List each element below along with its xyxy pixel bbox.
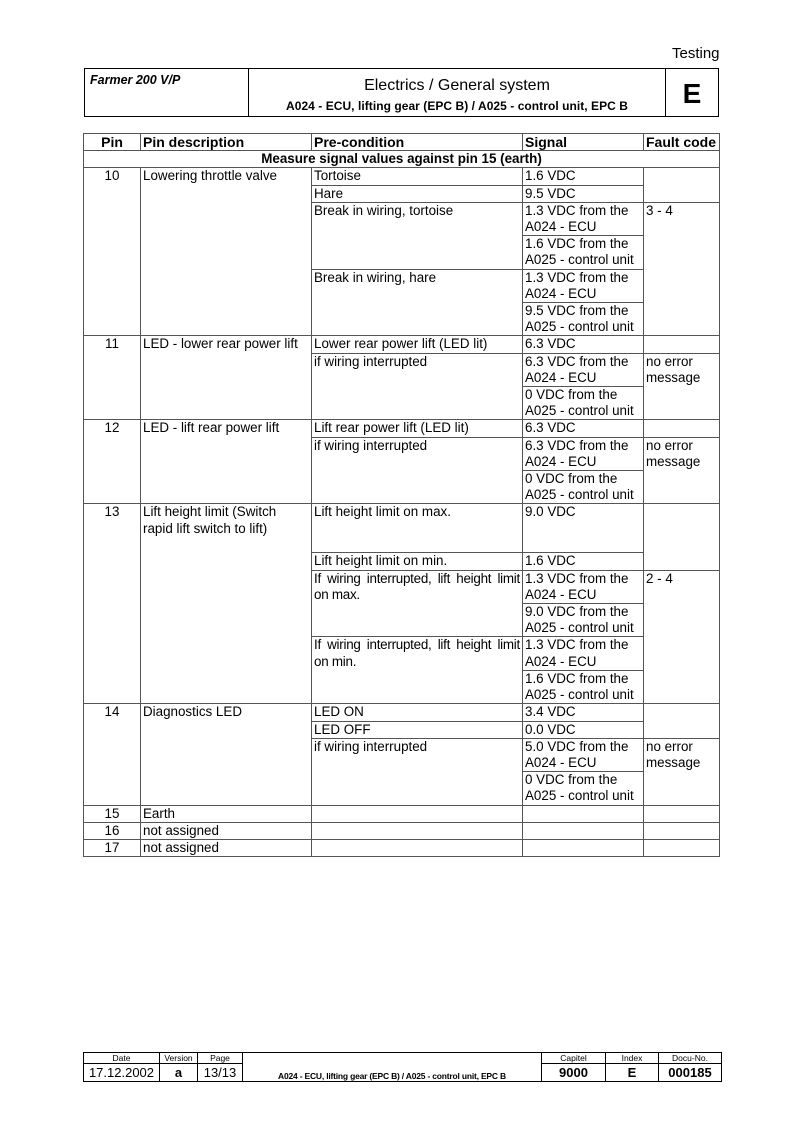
column-header: Signal (523, 134, 644, 151)
pin-number: 11 (84, 336, 141, 420)
pre-condition: if wiring interrupted (312, 738, 523, 805)
fault-code: no error message (644, 437, 720, 504)
signal: 3.4 VDC (523, 704, 644, 721)
table-row (84, 168, 720, 185)
fault-code (644, 805, 720, 822)
pin-description: LED - lift rear power lift (141, 420, 312, 504)
document-footer (83, 1052, 722, 1082)
pre-condition (312, 839, 523, 856)
footer-label-row (84, 1053, 722, 1064)
signal: 1.6 VDC (523, 553, 644, 570)
pin-number: 16 (84, 822, 141, 839)
pin-description: not assigned (141, 822, 312, 839)
footer-capitel: 9000 (542, 1064, 606, 1082)
signal: 0.0 VDC (523, 721, 644, 738)
fault-code: 3 - 4 (644, 202, 720, 336)
table-row (84, 805, 720, 822)
section-letter: E (665, 69, 718, 116)
signal: 5.0 VDC from the A024 - ECU (523, 738, 644, 771)
pre-condition: if wiring interrupted (312, 437, 523, 504)
column-header: Pin (84, 134, 141, 151)
signal (523, 805, 644, 822)
pre-condition: Hare (312, 185, 523, 202)
signal (523, 822, 644, 839)
page-subtitle: A024 - ECU, lifting gear (EPC B) / A025 - control unit, EPC B (286, 99, 628, 113)
signal: 0 VDC from the A025 - control unit (523, 772, 644, 805)
signal: 6.3 VDC from the A024 - ECU (523, 353, 644, 386)
signal: 9.5 VDC (523, 185, 644, 202)
table-subheader-row (84, 151, 720, 168)
pre-condition: Lift rear power lift (LED lit) (312, 420, 523, 437)
footer-label-capitel: Capitel (542, 1053, 606, 1064)
pin-description: not assigned (141, 839, 312, 856)
fault-code (644, 704, 720, 738)
table-row (84, 504, 720, 553)
pin-description: Lowering throttle valve (141, 168, 312, 336)
column-header: Pre-condition (312, 134, 523, 151)
pin-description: Lift height limit (Switch rapid lift switch to lift) (141, 504, 312, 704)
footer-description: A024 - ECU, lifting gear (EPC B) / A025 - control unit, EPC B (243, 1053, 542, 1082)
signal: 9.5 VDC from the A025 - control unit (523, 303, 644, 336)
pre-condition: LED ON (312, 704, 523, 721)
pre-condition (312, 805, 523, 822)
signal: 0 VDC from the A025 - control unit (523, 387, 644, 420)
fault-code (644, 168, 720, 202)
column-header: Pin description (141, 134, 312, 151)
pin-number: 15 (84, 805, 141, 822)
signal: 6.3 VDC from the A024 - ECU (523, 437, 644, 470)
pin-description: Diagnostics LED (141, 704, 312, 805)
pin-number: 14 (84, 704, 141, 805)
signal: 1.3 VDC from the A024 - ECU (523, 570, 644, 603)
signal: 1.3 VDC from the A024 - ECU (523, 269, 644, 302)
fault-code: no error message (644, 353, 720, 420)
fault-code (644, 504, 720, 570)
pin-number: 13 (84, 504, 141, 704)
pre-condition (312, 822, 523, 839)
pre-condition: LED OFF (312, 721, 523, 738)
pin-table (83, 133, 720, 857)
footer-label-page: Page (198, 1053, 243, 1064)
pre-condition: if wiring interrupted (312, 353, 523, 420)
pre-condition: If wiring interrupted, lift height limit on min. (312, 637, 523, 704)
table-subheader: Measure signal values against pin 15 (earth) (84, 151, 720, 168)
column-header: Fault code (644, 134, 720, 151)
pin-description: Earth (141, 805, 312, 822)
fault-code (644, 839, 720, 856)
pin-number: 10 (84, 168, 141, 336)
signal: 1.3 VDC from the A024 - ECU (523, 202, 644, 235)
footer-date: 17.12.2002 (84, 1064, 160, 1082)
table-row (84, 420, 720, 437)
footer-version: a (160, 1064, 198, 1082)
pre-condition: Lift height limit on min. (312, 553, 523, 570)
pre-condition: Break in wiring, tortoise (312, 202, 523, 269)
signal: 0 VDC from the A025 - control unit (523, 471, 644, 504)
signal: 6.3 VDC (523, 336, 644, 353)
footer-label-index: Index (606, 1053, 659, 1064)
fault-code (644, 822, 720, 839)
signal: 1.6 VDC (523, 168, 644, 185)
table-row (84, 839, 720, 856)
footer-docu-no: 000185 (659, 1064, 722, 1082)
document-header (84, 68, 719, 117)
pre-condition: Tortoise (312, 168, 523, 185)
table-row (84, 704, 720, 721)
footer-label-docu-no: Docu-No. (659, 1053, 722, 1064)
pre-condition: Lift height limit on max. (312, 504, 523, 553)
footer-label-date: Date (84, 1053, 160, 1064)
pre-condition: Break in wiring, hare (312, 269, 523, 336)
fault-code: 2 - 4 (644, 570, 720, 704)
signal: 1.3 VDC from the A024 - ECU (523, 637, 644, 670)
page-title: Electrics / General system (364, 77, 550, 94)
fault-code: no error message (644, 738, 720, 805)
footer-page: 13/13 (198, 1064, 243, 1082)
pre-condition: If wiring interrupted, lift height limit on max. (312, 570, 523, 637)
fault-code (644, 420, 720, 437)
table-row (84, 822, 720, 839)
signal: 6.3 VDC (523, 420, 644, 437)
header-titles (249, 69, 665, 116)
section-label: Testing (672, 45, 720, 62)
pin-description: LED - lower rear power lift (141, 336, 312, 420)
table-header-row (84, 134, 720, 151)
pre-condition: Lower rear power lift (LED lit) (312, 336, 523, 353)
table-row (84, 336, 720, 353)
signal (523, 839, 644, 856)
model-name: Farmer 200 V/P (85, 69, 249, 116)
fault-code (644, 336, 720, 353)
signal: 1.6 VDC from the A025 - control unit (523, 236, 644, 269)
signal: 9.0 VDC from the A025 - control unit (523, 604, 644, 637)
pin-number: 12 (84, 420, 141, 504)
pin-number: 17 (84, 839, 141, 856)
signal: 1.6 VDC from the A025 - control unit (523, 670, 644, 703)
footer-label-version: Version (160, 1053, 198, 1064)
signal: 9.0 VDC (523, 504, 644, 553)
footer-index: E (606, 1064, 659, 1082)
